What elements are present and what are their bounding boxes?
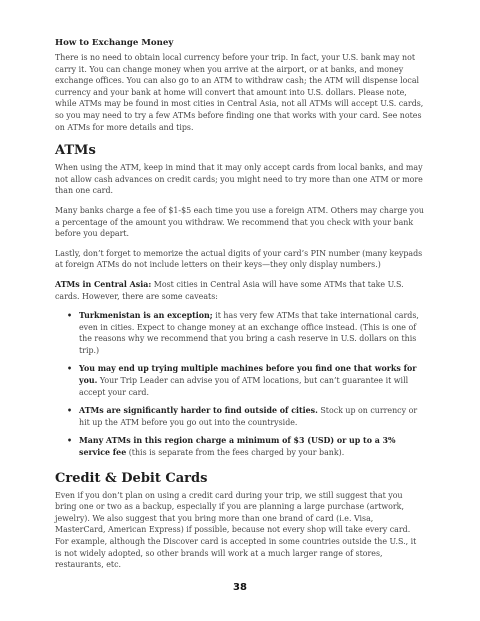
exchange-paragraph: There is no need to obtain local currency before your trip. In fact, your U.S. bank may not carry it. You can change money when you arrive at the airport, or at banks, and money exchange offices. You can also go to an ATM to withdraw cash; the ATM will dispense local currency and your bank at home will convert that amount into U.S. dollars. Please note, while ATMs may be found in most cities in Central Asia, not all ATMs will accept U.S. cards, so you may need to try a few ATMs before finding one that works with your card. See notes on ATMs for more details and tips. <box>55 53 424 132</box>
bullet-glyph: • <box>67 436 73 446</box>
bullet-bold: You may end up trying multiple machines before you find one that works for you. <box>79 364 417 386</box>
credit-paragraph: Even if you don’t plan on using a credit card during your trip, we still suggest that you bring one or two as a backup, especially if you are planning a large purchase (artwork, jewelry). We also suggest that you bring more than one brand of card (i.e. Visa, MasterCard, American Express) if possible, because not every shop will take every card. For example, although the Discover card is accepted in some countries outside the U.S., it is not widely adopted, so other brands will work at a much larger range of stores, restaurants, etc. <box>55 490 417 570</box>
bullet-glyph: • <box>67 311 73 321</box>
atms-paragraph-1: When using the ATM, keep in mind that it may only accept cards from local banks, and may not allow cash advances on credit cards; you might need to try more than one ATM or more than one card. <box>55 163 423 196</box>
bullet-bold: Many ATMs in this region charge a minimum of $3 (USD) or up to a 3% service fee <box>79 436 396 458</box>
central-asia-text: Most cities in Central Asia will have some ATMs that take U.S. cards. However, there are some caveats: <box>55 279 404 301</box>
atms-heading: ATMs <box>55 143 96 159</box>
bullet-text: it has very few ATMs that take international cards, even in cities. Expect to change money at an exchange office instead. (This is one of the reasons why we recommend that you bring a cash reserve in U.S. dollars on this trip.) <box>79 311 419 355</box>
atms-paragraph-3: Lastly, don’t forget to memorize the actual digits of your card’s PIN number (many keypads at foreign ATMs do not include letters on their keys—they only display numbers.) <box>55 248 423 270</box>
central-asia-paragraph <box>55 279 424 302</box>
atms-paragraph-2: Many banks charge a fee of $1-$5 each time you use a foreign ATM. Others may charge you a percentage of the amount you withdraw. We recommend that you check with your bank before you depart. <box>55 205 424 239</box>
bullet-text: Stock up on currency or hit up the ATM before you go out into the countryside. <box>79 406 418 427</box>
list-item <box>67 310 424 356</box>
atm-caveats-list <box>55 310 424 459</box>
bullet-bold: Turkmenistan is an exception; <box>79 311 213 321</box>
bullet-bold: ATMs are significantly harder to find outside of cities. <box>79 406 318 416</box>
credit-heading: Credit & Debit Cards <box>55 470 208 486</box>
central-asia-label: ATMs in Central Asia: <box>55 279 152 289</box>
exchange-heading: How to Exchange Money <box>55 38 174 48</box>
bullet-text: (this is separate from the fees charged by your bank). <box>126 448 345 458</box>
page-number: 38 <box>233 582 247 593</box>
list-item <box>67 405 424 428</box>
list-item <box>67 435 424 458</box>
bullet-glyph: • <box>67 364 73 374</box>
list-item <box>67 363 424 398</box>
bullet-text: Your Trip Leader can advise you of ATM locations, but can’t guarantee it will accept your card. <box>79 376 409 397</box>
bullet-glyph: • <box>67 406 73 416</box>
